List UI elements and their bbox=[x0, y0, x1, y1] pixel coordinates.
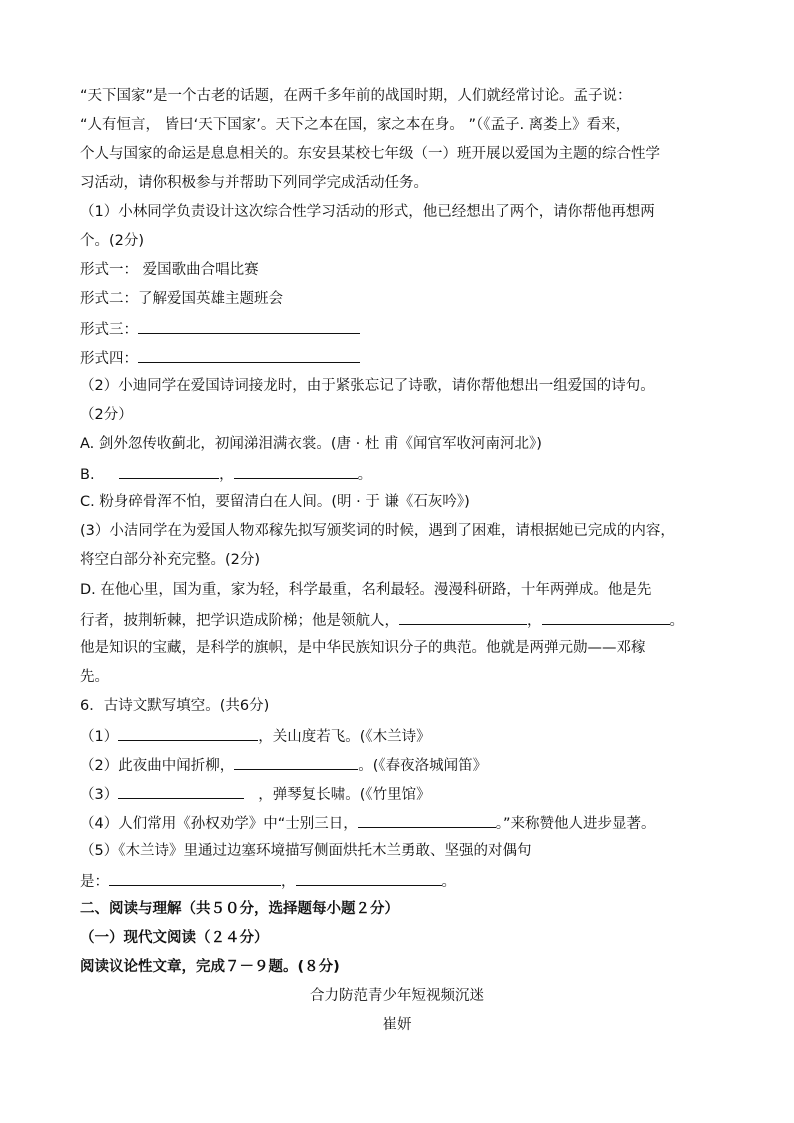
q6-item-5-comma: ， bbox=[281, 874, 296, 890]
q3-d-line-3: 他是知识的宝藏，是科学的旗帜，是中华民族知识分子的典范。他就是两弹元勋——邓稼 bbox=[80, 640, 646, 656]
q2-period: 。 bbox=[357, 467, 373, 483]
q2-option-c: C. 粉身碎骨浑不怕，要留清白在人间。(明 · 于 谦《石灰吟》) bbox=[80, 494, 470, 510]
q3-d-line-1: D. 在他心里，国为重，家为轻，科学最重，名利最轻。漫漫科研路，十年两弹成。他是先 bbox=[80, 582, 652, 598]
q2-blank-1[interactable] bbox=[119, 463, 219, 479]
q6-item-2-source: 。(《春夜洛城闻笛》 bbox=[358, 758, 488, 774]
q2-prompt-line-2: （2分） bbox=[80, 407, 133, 423]
q6-title: 6．古诗文默写填空。(共6分) bbox=[80, 698, 270, 714]
q6-blank-5[interactable] bbox=[109, 870, 281, 886]
q6-blank-1[interactable] bbox=[118, 725, 258, 741]
q6-item-1-text: ，关山度若飞。(《木兰诗》 bbox=[258, 729, 431, 745]
q6-item-4-text: （4）人们常用《孙权劝学》中“士别三日， bbox=[80, 816, 358, 832]
form-four-blank[interactable] bbox=[138, 347, 360, 363]
q6-item-1 bbox=[80, 725, 431, 747]
q2-option-a: A. 剑外忽传收蓟北，初闻涕泪满衣裳。(唐 · 杜 甫《闻官军收河南河北》) bbox=[80, 436, 542, 452]
q6-item-2-text: （2）此夜曲中闻折柳， bbox=[80, 758, 235, 774]
q6-item-5-line-2 bbox=[80, 870, 456, 892]
intro-line-3: 个人与国家的命运是息息相关的。东安县某校七年级（一）班开展以爱国为主题的综合性学 bbox=[80, 146, 660, 162]
q3-d-line-4: 先。 bbox=[80, 669, 109, 685]
reading-instruction: 阅读议论性文章，完成７－９题。(８分) bbox=[80, 959, 340, 975]
q3-d-line-2-text: 行者，披荆斩棘，把学识造成阶梯；他是领航人， bbox=[80, 613, 399, 629]
form-two: 形式二：了解爱国英雄主题班会 bbox=[80, 291, 283, 307]
form-one: 形式一： 爱国歌曲合唱比赛 bbox=[80, 262, 259, 278]
q6-item-1-num: （1） bbox=[80, 729, 119, 745]
article-author: 崔妍 bbox=[382, 1017, 412, 1033]
q6-item-4-end: 。”来称赞他人进步显著。 bbox=[495, 816, 656, 832]
q6-item-3 bbox=[80, 783, 431, 805]
q6-item-5-label: 是： bbox=[80, 874, 109, 890]
section-2-sub-heading: （一）现代文阅读（２４分） bbox=[80, 930, 269, 946]
q3-comma: ， bbox=[527, 613, 542, 629]
intro-line-2: “人有恒言， 皆曰‘天下国家’。天下之本在国，家之本在身。 ”（《孟子. 离娄上》看来， bbox=[80, 117, 631, 133]
q6-item-5-line-1: （5）《木兰诗》里通过边塞环境描写侧面烘托木兰勇敢、坚强的对偶句 bbox=[80, 843, 532, 859]
q3-prompt-line-1: (3）小洁同学在为爱国人物邓稼先拟写颁奖词的时候，遇到了困难，请根据她已完成的内容， bbox=[80, 523, 675, 539]
q2-prompt-line-1: （2）小迪同学在爱国诗词接龙时，由于紧张忘记了诗歌，请你帮他想出一组爱国的诗句。 bbox=[80, 378, 655, 394]
q2-option-b-label: B. bbox=[80, 467, 95, 483]
form-three-blank[interactable] bbox=[138, 318, 360, 334]
q1-prompt-line-2: 个。(2分) bbox=[80, 233, 145, 249]
q3-period: 。 bbox=[669, 613, 684, 629]
q6-item-2 bbox=[80, 754, 487, 776]
q3-prompt-line-2: 将空白部分补充完整。(2分) bbox=[80, 552, 261, 568]
form-four bbox=[80, 347, 360, 369]
article-title: 合力防范青少年短视频沉迷 bbox=[310, 988, 484, 1004]
q3-blank-2[interactable] bbox=[542, 609, 670, 625]
q6-item-5-period: 。 bbox=[441, 874, 456, 890]
section-2-heading: 二、阅读与理解（共５０分，选择题每小题２分） bbox=[80, 901, 399, 917]
q6-item-3-num: （3） bbox=[80, 787, 119, 803]
q6-blank-6[interactable] bbox=[296, 870, 442, 886]
q2-comma: ， bbox=[219, 467, 234, 483]
q6-blank-2[interactable] bbox=[234, 754, 358, 770]
form-three-label: 形式三： bbox=[80, 322, 138, 338]
q3-blank-1[interactable] bbox=[399, 609, 527, 625]
q6-blank-3[interactable] bbox=[118, 783, 244, 799]
q3-d-line-2 bbox=[80, 609, 684, 631]
q1-prompt-line-1: （1）小林同学负责设计这次综合性学习活动的形式，他已经想出了两个，请你帮他再想两 bbox=[80, 204, 655, 220]
q6-item-4 bbox=[80, 812, 656, 834]
form-three bbox=[80, 318, 360, 340]
q6-blank-4[interactable] bbox=[358, 812, 496, 828]
q2-blank-2[interactable] bbox=[234, 463, 358, 479]
form-four-label: 形式四： bbox=[80, 351, 138, 367]
q6-item-3-text: ，弹琴复长啸。(《竹里馆》 bbox=[258, 787, 431, 803]
intro-line-4: 习活动，请你积极参与并帮助下列同学完成活动任务。 bbox=[80, 175, 428, 191]
intro-line-1: “天下国家”是一个古老的话题，在两千多年前的战国时期，人们就经常讨论。孟子说： bbox=[80, 88, 632, 104]
q2-option-b bbox=[80, 463, 372, 485]
